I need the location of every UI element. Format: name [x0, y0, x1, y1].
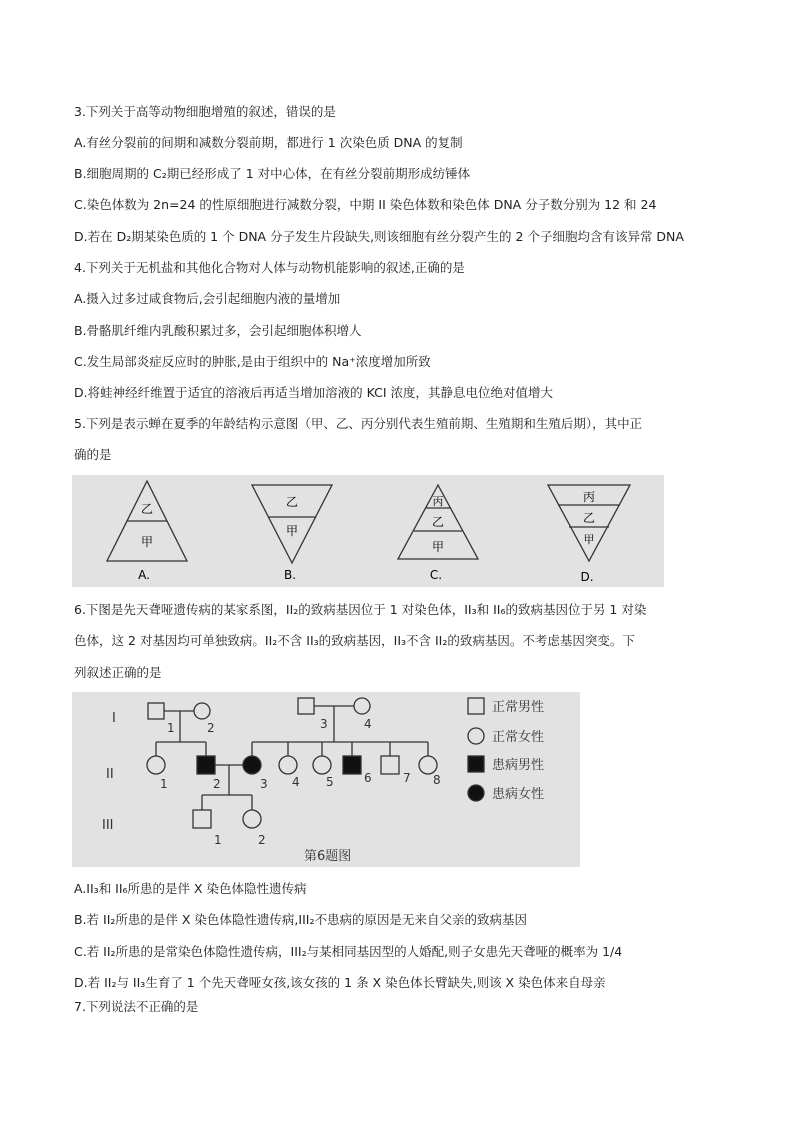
num-II6: 6: [364, 771, 372, 785]
III1-normal-male: [193, 810, 211, 828]
I4-normal-female: [354, 698, 370, 714]
II2-affected-male: [197, 756, 215, 774]
legend-normal-female: 正常女性: [492, 730, 545, 745]
diagram-b-label-jia: 甲: [285, 524, 299, 538]
num-I4: 4: [364, 717, 372, 731]
num-II1: 1: [160, 777, 168, 791]
diagram-c-label-yi: 乙: [431, 515, 445, 529]
diagram-a-label-yi: 乙: [140, 502, 154, 516]
q3-option-a: A.有丝分裂前的间期和减数分裂前期，都进行 1 次染色质 DNA 的复制: [74, 135, 463, 150]
q4-option-a: A.摄入过多过咸食物后,会引起细胞内液的量增加: [74, 291, 341, 306]
I3-normal-male: [298, 698, 314, 714]
num-II3: 3: [260, 777, 268, 791]
q3-option-d: D.若在 D₂期某染色质的 1 个 DNA 分子发生片段缺失,则该细胞有丝分裂产生的 2 个子细胞均含有该异常 DNA: [74, 229, 684, 244]
diagram-d-label-yi: 乙: [582, 511, 596, 525]
q3-stem: 3.下列关于高等动物细胞增殖的叙述，错误的是: [74, 104, 336, 119]
diagram-d-label-bing: 丙: [582, 490, 596, 504]
q4-option-d: D.将蛙神经纤维置于适宜的溶液后再适当增加溶液的 KCI 浓度，其静息电位绝对值增大: [74, 385, 553, 400]
q5-stem-line1: 5.下列是表示蝉在夏季的年龄结构示意图（甲、乙、丙分别代表生殖前期、生殖期和生殖后期），其中正: [74, 416, 643, 431]
gen-label-i: I: [112, 711, 116, 726]
q3-option-b: B.细胞周期的 C₂期已经形成了 1 对中心体，在有丝分裂前期形成纺锤体: [74, 166, 471, 181]
num-II8: 8: [433, 773, 441, 787]
figure-caption: 第6题图: [304, 849, 352, 864]
II7-normal-male: [381, 756, 399, 774]
I2-normal-female: [194, 703, 210, 719]
legend-affected-male-icon: [468, 756, 484, 772]
gen-label-ii: II: [106, 767, 114, 782]
q6-stem-line2: 色体，这 2 对基因均可单独致病。II₂不含 II₃的致病基因，II₃不含 II₂的致病基因。不考虑基因突变。下: [74, 633, 635, 648]
II1-normal-female: [147, 756, 165, 774]
num-II5: 5: [326, 775, 334, 789]
q7-stem: 7.下列说法不正确的是: [74, 999, 199, 1014]
legend-affected-male: 患病男性: [492, 758, 545, 773]
pedigree-chart: [72, 692, 580, 867]
legend-affected-female-icon: [468, 785, 484, 801]
num-II2: 2: [213, 777, 221, 791]
diagram-d-letter: D.: [580, 570, 594, 584]
q6-option-c: C.若 II₂所患的是常染色体隐性遗传病，III₂与某相同基因型的人婚配,则子女患先天聋哑的概率为 1/4: [74, 944, 623, 959]
num-I3: 3: [320, 717, 328, 731]
q3-option-c: C.染色体数为 2n=24 的性原细胞进行减数分裂，中期 II 染色体数和染色体 DNA 分子数分别为 12 和 24: [74, 197, 657, 212]
diagram-c: [398, 485, 478, 582]
num-I1: 1: [167, 721, 175, 735]
II6-affected-male: [343, 756, 361, 774]
num-III2: 2: [258, 833, 266, 847]
diagram-a-label-jia: 甲: [140, 535, 154, 549]
gen-label-iii: III: [102, 818, 114, 833]
q6-stem-line3: 列叙述正确的是: [74, 665, 162, 680]
q6-option-b: B.若 II₂所患的是伴 X 染色体隐性遗传病,III₂不患病的原因是无来自父亲的致病基因: [74, 912, 527, 927]
diagram-d: [548, 485, 630, 584]
q4-option-b: B.骨骼肌纤维内乳酸积累过多，会引起细胞体积增人: [74, 323, 362, 338]
diagram-d-label-jia: 甲: [583, 533, 595, 546]
q6-stem-line1: 6.下图是先天聋哑遗传病的某家系图，II₂的致病基因位于 1 对染色体，II₃和 II₆的致病基因位于另 1 对染: [74, 602, 647, 617]
legend-normal-female-icon: [468, 728, 484, 744]
diagram-b: [252, 485, 332, 582]
II5-normal-female: [313, 756, 331, 774]
I1-normal-male: [148, 703, 164, 719]
pedigree-figure: [72, 692, 580, 867]
diagram-c-label-jia: 甲: [431, 540, 445, 554]
diagram-b-letter: B.: [283, 568, 297, 582]
legend-normal-male: 正常男性: [492, 700, 545, 715]
legend-affected-female: 患病女性: [492, 787, 545, 802]
q6-option-a: A.II₃和 II₆所患的是伴 X 染色体隐性遗传病: [74, 881, 307, 896]
diagram-a: [107, 481, 187, 582]
q4-option-c: C.发生局部炎症反应时的肿胀,是由于组织中的 Na⁺浓度增加所致: [74, 354, 431, 369]
age-structure-diagrams: [72, 475, 664, 587]
num-II4: 4: [292, 775, 300, 789]
II4-normal-female: [279, 756, 297, 774]
legend-normal-male-icon: [468, 698, 484, 714]
q6-option-d: D.若 II₂与 II₃生育了 1 个先天聋哑女孩,该女孩的 1 条 X 染色体长臂缺失,则该 X 染色体来自母亲: [74, 975, 606, 990]
age-structure-figure: [72, 475, 664, 587]
num-III1: 1: [214, 833, 222, 847]
q4-stem: 4.下列关于无机盐和其他化合物对人体与动物机能影响的叙述,正确的是: [74, 260, 465, 275]
diagram-b-label-yi: 乙: [285, 495, 299, 509]
diagram-a-letter: A.: [138, 568, 150, 582]
num-I2: 2: [207, 721, 215, 735]
num-II7: 7: [403, 771, 411, 785]
diagram-c-label-bing: 丙: [432, 495, 444, 508]
II8-normal-female: [419, 756, 437, 774]
diagram-c-letter: C.: [429, 568, 443, 582]
II3-affected-female: [243, 756, 261, 774]
q5-stem-line2: 确的是: [74, 447, 112, 462]
III2-normal-female: [243, 810, 261, 828]
